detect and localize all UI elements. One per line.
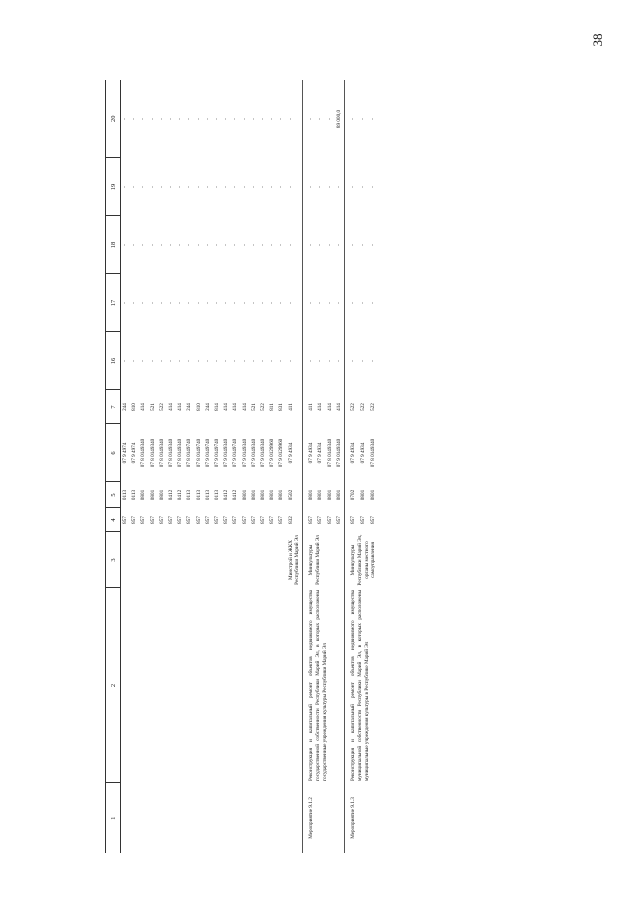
data-cell: 0801 <box>140 489 147 501</box>
data-cell: - <box>122 360 128 362</box>
data-cell: 857 <box>359 516 366 524</box>
column-header: 1 <box>106 783 121 853</box>
data-cell: - <box>186 360 193 362</box>
data-cell: - <box>326 302 333 304</box>
data-cell: - <box>131 186 138 188</box>
measure-description: Реконструкция и капитальный ремонт объектов недвижимого имущества муниципальной собственности Республики Марий Эл, в которых расположены муниципальные учреждения культуры в Республике Марий Эл <box>350 590 370 781</box>
data-cell: - <box>359 118 366 120</box>
data-cell: - <box>308 244 315 246</box>
data-cell: 522 <box>158 403 165 411</box>
data-cell: 0801 <box>359 489 366 501</box>
data-cell: - <box>278 302 285 304</box>
empty-cell <box>176 532 185 588</box>
data-cell: 857 <box>278 516 285 524</box>
data-cell: - <box>140 302 147 304</box>
data-cell: - <box>250 244 257 246</box>
data-cell: 857 <box>140 516 147 524</box>
data-cell: - <box>278 118 285 120</box>
data-cell: 522 <box>350 403 357 411</box>
data-cell: 0801 <box>317 489 324 501</box>
data-cell: - <box>168 360 175 362</box>
data-cell: - <box>359 244 366 246</box>
data-cell: 07 9 0149340 <box>223 438 230 468</box>
data-cell: 07 9 4934 <box>287 442 294 464</box>
data-cell: - <box>122 244 128 246</box>
data-cell: 521 <box>250 403 257 411</box>
data-cell: - <box>122 302 128 304</box>
measure-description: Реконструкция и капитальный ремонт объектов недвижимого имущества государственной собственности Республики Марий Эл, в которых расположены государственные учреждения культуры Республики Марий Эл <box>308 590 328 781</box>
data-cell: - <box>287 360 294 362</box>
data-cell: - <box>214 302 221 304</box>
data-cell: 07 8 0149740 <box>195 438 202 468</box>
data-cell: 07 8 0149340 <box>140 438 147 468</box>
data-cell: - <box>241 244 248 246</box>
data-cell: - <box>158 118 165 120</box>
data-cell: 414 <box>232 403 239 411</box>
data-cell: - <box>177 186 184 188</box>
data-cell: 0801 <box>149 489 156 501</box>
data-cell: 07 8 0149340 <box>177 438 184 468</box>
table-row <box>121 80 131 853</box>
data-cell: - <box>350 186 357 188</box>
data-cell: - <box>158 186 165 188</box>
data-cell: 857 <box>149 516 156 524</box>
data-cell: 414 <box>177 403 184 411</box>
data-cell: - <box>204 360 211 362</box>
data-cell: - <box>149 244 156 246</box>
data-cell: - <box>335 360 342 362</box>
data-cell: 0702 <box>350 489 357 501</box>
data-cell: 07 9 4934 <box>350 442 357 464</box>
data-cell: - <box>269 118 276 120</box>
column-header: 20 <box>106 80 121 158</box>
empty-cell <box>121 532 131 588</box>
data-cell: - <box>359 302 366 304</box>
data-cell: 0113 <box>195 489 202 501</box>
data-cell: - <box>149 186 156 188</box>
data-cell: - <box>140 360 147 362</box>
data-cell: 857 <box>335 516 342 524</box>
data-cell: - <box>168 302 175 304</box>
data-cell: 857 <box>317 516 324 524</box>
data-cell: - <box>158 244 165 246</box>
data-cell: 810 <box>131 403 138 411</box>
column-header: 3 <box>106 532 121 588</box>
data-cell: - <box>350 244 357 246</box>
data-cell: - <box>204 302 211 304</box>
data-cell: - <box>326 244 333 246</box>
data-cell: - <box>122 186 128 188</box>
data-cell: - <box>359 360 366 362</box>
data-cell: - <box>335 186 342 188</box>
data-cell: - <box>269 244 276 246</box>
data-cell: - <box>214 244 221 246</box>
empty-cell <box>121 783 303 853</box>
data-cell: 857 <box>250 516 257 524</box>
data-cell: 07 8 0149340 <box>369 438 376 468</box>
empty-cell <box>130 532 139 588</box>
data-cell: - <box>250 302 257 304</box>
data-cell: - <box>131 118 138 120</box>
data-cell: 857 <box>195 516 202 524</box>
data-cell: 857 <box>232 516 239 524</box>
data-cell: 07 9 0149340 <box>241 438 248 468</box>
data-cell: - <box>241 118 248 120</box>
column-header: 6 <box>106 424 121 482</box>
data-cell: 07 9 0149340 <box>260 438 267 468</box>
empty-cell <box>241 532 250 588</box>
data-cell: - <box>232 186 239 188</box>
data-cell: - <box>308 186 315 188</box>
data-cell: - <box>269 186 276 188</box>
data-cell: - <box>359 186 366 188</box>
data-cell: 0801 <box>369 489 376 501</box>
column-header: 17 <box>106 274 121 332</box>
data-cell: 07 8 0149340 <box>158 438 165 468</box>
data-cell: - <box>195 244 202 246</box>
data-cell: 857 <box>122 516 128 524</box>
data-cell: - <box>186 302 193 304</box>
data-cell: 0412 <box>223 489 230 501</box>
data-cell: 07 9 4974 <box>131 442 138 464</box>
empty-cell <box>158 532 167 588</box>
empty-cell <box>259 532 268 588</box>
data-cell: 244 <box>122 403 128 411</box>
data-cell: 810 <box>195 403 202 411</box>
data-cell: - <box>317 118 324 120</box>
data-cell: - <box>241 186 248 188</box>
column-header: 7 <box>106 390 121 424</box>
data-cell: - <box>177 118 184 120</box>
data-cell: 522 <box>260 403 267 411</box>
data-cell: 857 <box>269 516 276 524</box>
data-cell: - <box>269 302 276 304</box>
data-cell: 857 <box>241 516 248 524</box>
empty-cell <box>121 588 303 783</box>
data-cell: 0801 <box>308 489 315 501</box>
column-header: 4 <box>106 508 121 532</box>
data-cell: 244 <box>204 403 211 411</box>
data-cell: 857 <box>350 516 357 524</box>
data-cell: - <box>149 302 156 304</box>
data-cell: 522 <box>369 403 376 411</box>
data-cell: - <box>168 186 175 188</box>
data-cell: 0113 <box>214 489 221 501</box>
empty-cell <box>213 532 222 588</box>
data-cell: - <box>158 302 165 304</box>
data-cell: 832 <box>287 516 294 524</box>
data-cell: 07 8 0149740 <box>186 438 193 468</box>
executor-cell: Минкультуры Республики Марий Эл <box>308 535 322 585</box>
table-body <box>121 80 379 853</box>
data-cell: - <box>369 244 376 246</box>
data-cell: - <box>223 244 230 246</box>
data-cell: - <box>232 244 239 246</box>
data-cell: - <box>350 118 357 120</box>
data-cell: 414 <box>241 403 248 411</box>
data-cell: - <box>350 360 357 362</box>
budget-table <box>105 80 378 853</box>
data-cell: - <box>369 118 376 120</box>
empty-cell <box>250 532 259 588</box>
data-cell: 0113 <box>186 489 193 501</box>
data-cell: - <box>149 360 156 362</box>
data-cell: 857 <box>177 516 184 524</box>
data-cell: - <box>204 118 211 120</box>
data-cell: - <box>260 302 267 304</box>
data-cell: - <box>260 186 267 188</box>
data-cell: - <box>287 186 294 188</box>
data-cell: - <box>317 186 324 188</box>
data-cell: 0801 <box>278 489 285 501</box>
page-number: 38 <box>590 33 605 47</box>
data-cell: 07 8 0149340 <box>168 438 175 468</box>
data-cell: 0412 <box>168 489 175 501</box>
data-cell: 0801 <box>260 489 267 501</box>
data-cell: 07 9 0129960 <box>269 438 276 468</box>
empty-cell <box>139 532 148 588</box>
data-cell: 414 <box>223 403 230 411</box>
empty-cell <box>167 532 176 588</box>
data-cell: 857 <box>326 516 333 524</box>
measure-label: Мероприятие 9.1.3 <box>350 797 357 839</box>
data-cell: - <box>204 244 211 246</box>
column-header: 5 <box>106 482 121 508</box>
data-cell: 411 <box>308 403 315 411</box>
data-cell: - <box>168 244 175 246</box>
data-cell: - <box>140 244 147 246</box>
data-cell: - <box>168 118 175 120</box>
data-cell: 857 <box>369 516 376 524</box>
data-cell: 857 <box>260 516 267 524</box>
data-cell: - <box>195 302 202 304</box>
data-cell: 811 <box>269 403 276 411</box>
data-cell: - <box>195 186 202 188</box>
data-cell: 411 <box>287 403 294 411</box>
data-cell: 857 <box>223 516 230 524</box>
data-cell: - <box>223 186 230 188</box>
data-cell: - <box>204 186 211 188</box>
data-cell: - <box>122 118 128 120</box>
data-cell: 0113 <box>204 489 211 501</box>
measure-label: Мероприятие 9.1.2 <box>308 797 315 839</box>
column-header: 18 <box>106 216 121 274</box>
data-cell: - <box>232 118 239 120</box>
data-cell: - <box>223 360 230 362</box>
data-cell: 07 9 0129960 <box>278 438 285 468</box>
data-cell: 244 <box>186 403 193 411</box>
data-cell: - <box>326 186 333 188</box>
data-cell: - <box>158 360 165 362</box>
data-cell: 89 000,0 <box>335 109 342 129</box>
data-cell: - <box>131 244 138 246</box>
data-cell: - <box>232 360 239 362</box>
data-cell: - <box>308 360 315 362</box>
data-cell: 814 <box>214 403 221 411</box>
data-cell: - <box>214 360 221 362</box>
data-cell: - <box>186 186 193 188</box>
data-cell: - <box>260 360 267 362</box>
data-cell: - <box>335 244 342 246</box>
data-cell: - <box>278 244 285 246</box>
empty-cell <box>185 532 194 588</box>
data-cell: - <box>250 118 257 120</box>
data-cell: 07 9 0149740 <box>232 438 239 468</box>
data-cell: - <box>131 360 138 362</box>
empty-cell <box>149 532 158 588</box>
data-cell: 07 9 4934 <box>308 442 315 464</box>
data-cell: - <box>140 118 147 120</box>
data-cell: 0412 <box>177 489 184 501</box>
data-cell: 857 <box>214 516 221 524</box>
data-cell: 522 <box>359 403 366 411</box>
data-cell: 0801 <box>241 489 248 501</box>
data-cell: 857 <box>168 516 175 524</box>
data-cell: 07 9 4974 <box>122 442 128 464</box>
data-cell: - <box>317 360 324 362</box>
data-cell: - <box>214 118 221 120</box>
data-cell: - <box>287 118 294 120</box>
data-cell: - <box>250 360 257 362</box>
data-cell: - <box>149 118 156 120</box>
empty-cell <box>195 532 204 588</box>
data-cell: 857 <box>131 516 138 524</box>
data-cell: 857 <box>186 516 193 524</box>
data-cell: - <box>287 244 294 246</box>
data-cell: 857 <box>204 516 211 524</box>
table-header-row <box>106 80 121 853</box>
data-cell: 414 <box>168 403 175 411</box>
data-cell: - <box>335 302 342 304</box>
data-cell: - <box>308 302 315 304</box>
data-cell: - <box>177 302 184 304</box>
data-cell: 831 <box>278 403 285 411</box>
data-cell: 0113 <box>122 489 128 501</box>
data-cell: 0502 <box>287 489 294 501</box>
data-cell: - <box>260 118 267 120</box>
data-cell: 0801 <box>326 489 333 501</box>
empty-cell <box>222 532 231 588</box>
data-cell: - <box>232 302 239 304</box>
table-row <box>349 80 359 853</box>
data-cell: - <box>241 302 248 304</box>
data-cell: 0113 <box>131 489 138 501</box>
data-cell: - <box>317 302 324 304</box>
column-header: 16 <box>106 332 121 390</box>
data-cell: 521 <box>149 403 156 411</box>
data-cell: - <box>369 302 376 304</box>
data-cell: - <box>369 186 376 188</box>
data-cell: 0801 <box>158 489 165 501</box>
executor-cell: Минкультуры Республики Марий Эл, органы местного самоуправления <box>350 534 377 586</box>
rotated-budget-table-sheet <box>105 80 525 853</box>
data-cell: 07 9 0149740 <box>214 438 221 468</box>
data-cell: 07 8 0149340 <box>326 438 333 468</box>
data-cell: 414 <box>317 403 324 411</box>
data-cell: - <box>326 360 333 362</box>
data-cell: - <box>186 244 193 246</box>
data-cell: 857 <box>158 516 165 524</box>
data-cell: - <box>278 360 285 362</box>
data-cell: - <box>186 118 193 120</box>
data-cell: - <box>177 360 184 362</box>
data-cell: 414 <box>140 403 147 411</box>
data-cell: - <box>140 186 147 188</box>
empty-cell <box>277 532 286 588</box>
data-cell: 414 <box>335 403 342 411</box>
data-cell: - <box>223 118 230 120</box>
data-cell: - <box>278 186 285 188</box>
data-cell: 0412 <box>232 489 239 501</box>
data-cell: - <box>195 118 202 120</box>
data-cell: - <box>131 302 138 304</box>
data-cell: 0801 <box>335 489 342 501</box>
empty-cell <box>268 532 277 588</box>
data-cell: - <box>241 360 248 362</box>
data-cell: 0801 <box>250 489 257 501</box>
data-cell: 07 9 4934 <box>359 442 366 464</box>
column-header: 2 <box>106 588 121 783</box>
data-cell: 07 9 0149740 <box>204 438 211 468</box>
data-cell: 0801 <box>269 489 276 501</box>
data-cell: - <box>287 302 294 304</box>
data-cell: - <box>195 360 202 362</box>
data-cell: - <box>326 118 333 120</box>
data-cell: - <box>250 186 257 188</box>
data-cell: - <box>260 244 267 246</box>
data-cell: 414 <box>326 403 333 411</box>
data-cell: - <box>317 244 324 246</box>
data-cell: - <box>177 244 184 246</box>
data-cell: - <box>369 360 376 362</box>
column-header: 19 <box>106 158 121 216</box>
empty-cell <box>231 532 240 588</box>
data-cell: 857 <box>308 516 315 524</box>
data-cell: 07 9 0149340 <box>335 438 342 468</box>
data-cell: - <box>308 118 315 120</box>
data-cell: - <box>214 186 221 188</box>
data-cell: - <box>269 360 276 362</box>
data-cell: 07 8 0149340 <box>149 438 156 468</box>
table-row <box>307 80 316 853</box>
data-cell: 07 9 4934 <box>317 442 324 464</box>
data-cell: - <box>223 302 230 304</box>
empty-cell <box>204 532 213 588</box>
data-cell: - <box>350 302 357 304</box>
data-cell: 07 9 0149340 <box>250 438 257 468</box>
executor-cell: Минстрой и ЖКХ Республики Марий Эл <box>287 535 301 585</box>
